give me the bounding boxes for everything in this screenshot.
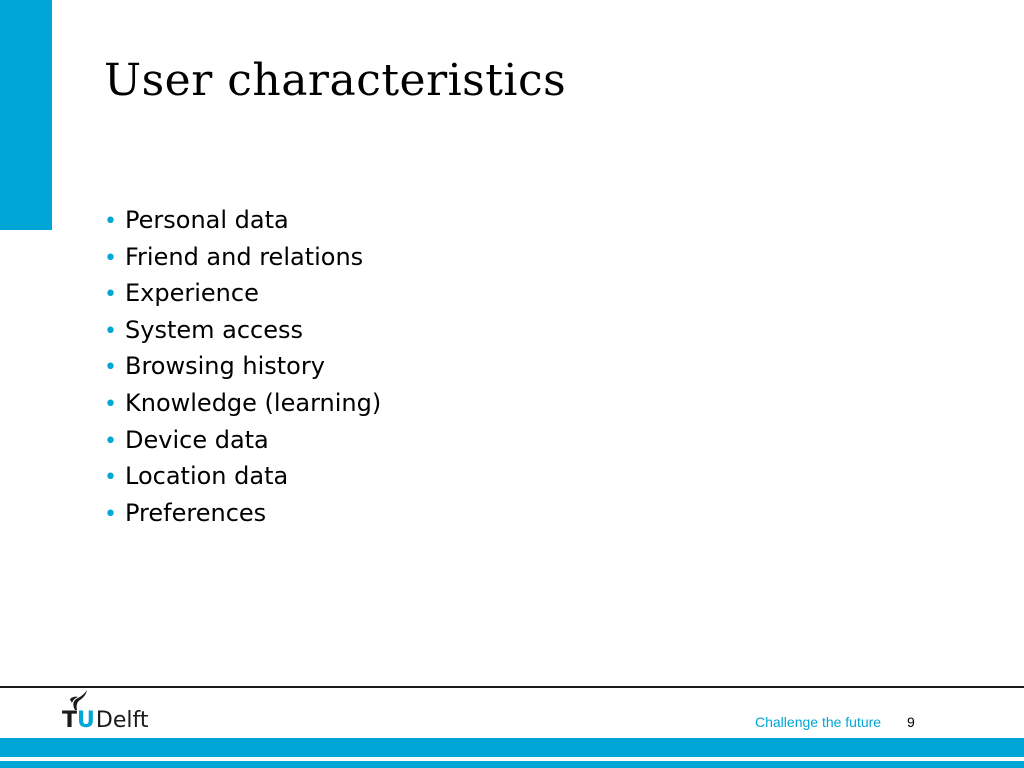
bullet-text: Preferences xyxy=(125,498,267,527)
bullet-text: System access xyxy=(125,315,303,344)
bullet-text: Device data xyxy=(125,425,269,454)
footer-band xyxy=(0,738,1024,757)
bullet-item xyxy=(104,203,381,240)
bullet-text: Friend and relations xyxy=(125,242,364,271)
bullet-marker: • xyxy=(104,318,117,344)
slide-title: User characteristics xyxy=(104,55,567,106)
page-number: 9 xyxy=(907,714,915,730)
bullet-text: Experience xyxy=(125,279,259,308)
bullet-text: Personal data xyxy=(125,206,289,234)
bullet-marker: • xyxy=(104,465,117,491)
bullet-text: Browsing history xyxy=(125,352,325,381)
bullet-marker: • xyxy=(104,391,117,417)
bullet-marker: • xyxy=(104,501,117,527)
footer-slogan: Challenge the future xyxy=(755,714,882,730)
bullet-item xyxy=(104,313,381,350)
bullet-marker: • xyxy=(104,209,117,234)
logo-t: T xyxy=(62,708,78,733)
bullet-item xyxy=(104,276,381,313)
bullet-item xyxy=(104,386,381,423)
bullet-item xyxy=(104,459,381,496)
bullet-item xyxy=(104,349,381,386)
tudelft-logo xyxy=(62,707,148,735)
accent-bar xyxy=(0,0,52,230)
footer-divider xyxy=(0,686,1024,688)
bullet-marker: • xyxy=(104,355,117,381)
bullet-marker: • xyxy=(104,245,117,271)
bullet-marker: • xyxy=(104,282,117,308)
logo-delft: Delft xyxy=(95,708,149,733)
bullet-item xyxy=(104,423,381,460)
bullet-text: Location data xyxy=(125,462,289,491)
bullet-list xyxy=(104,203,381,532)
logo-u: U xyxy=(77,708,95,733)
footer-strip xyxy=(0,761,1024,768)
bullet-item xyxy=(104,496,381,533)
bullet-item xyxy=(104,240,381,277)
bullet-marker: • xyxy=(104,428,117,454)
bullet-text: Knowledge (learning) xyxy=(125,388,382,417)
